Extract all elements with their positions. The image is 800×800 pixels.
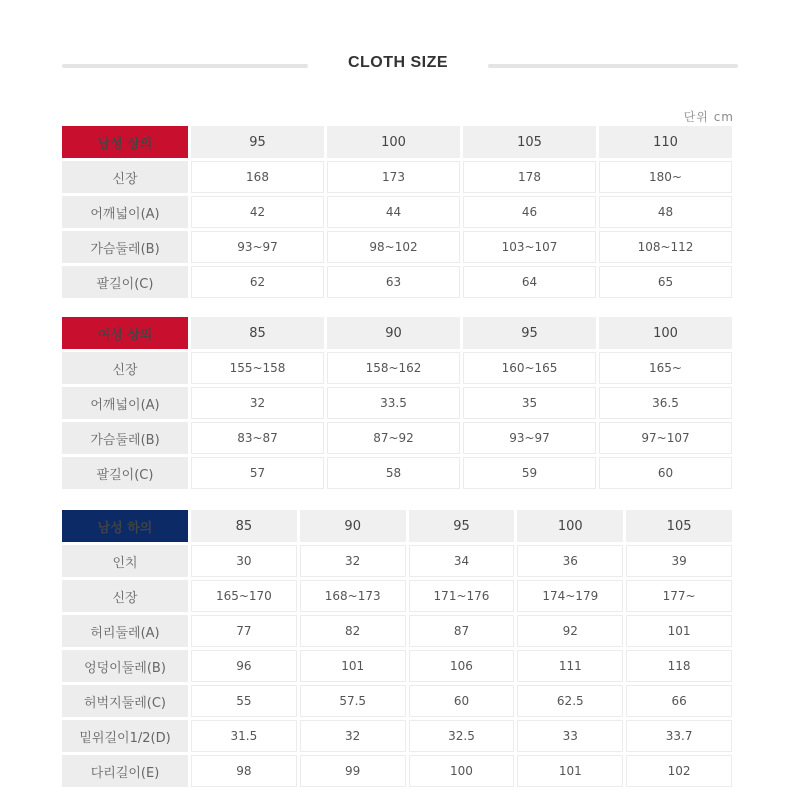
table-cell: 35 bbox=[463, 387, 596, 419]
table-cell: 180~ bbox=[599, 161, 732, 193]
table-row bbox=[62, 352, 732, 384]
size-header: 85 bbox=[191, 317, 324, 349]
row-label: 어깨넓이(A) bbox=[62, 196, 188, 228]
table-cell: 93~97 bbox=[191, 231, 324, 263]
row-label: 신장 bbox=[62, 352, 188, 384]
size-header: 105 bbox=[463, 126, 596, 158]
table-cell: 33 bbox=[517, 720, 623, 752]
row-label: 다리길이(E) bbox=[62, 755, 188, 787]
table-row bbox=[62, 387, 732, 419]
size-header: 85 bbox=[191, 510, 297, 542]
category-label: 남성 상의 bbox=[62, 126, 188, 158]
table-cell: 96 bbox=[191, 650, 297, 682]
table-header-row bbox=[62, 126, 732, 158]
table-cell: 59 bbox=[463, 457, 596, 489]
table-cell: 171~176 bbox=[409, 580, 515, 612]
table-cell: 92 bbox=[517, 615, 623, 647]
table-cell: 48 bbox=[599, 196, 732, 228]
table-cell: 77 bbox=[191, 615, 297, 647]
category-label: 남성 하의 bbox=[62, 510, 188, 542]
table-cell: 93~97 bbox=[463, 422, 596, 454]
title-divider-left bbox=[62, 64, 308, 68]
row-label: 허리둘레(A) bbox=[62, 615, 188, 647]
table-cell: 62 bbox=[191, 266, 324, 298]
table-cell: 83~87 bbox=[191, 422, 324, 454]
table-cell: 30 bbox=[191, 545, 297, 577]
size-header: 95 bbox=[191, 126, 324, 158]
table-cell: 101 bbox=[626, 615, 732, 647]
table-cell: 158~162 bbox=[327, 352, 460, 384]
table-cell: 97~107 bbox=[599, 422, 732, 454]
table-cell: 32 bbox=[300, 720, 406, 752]
table-cell: 57.5 bbox=[300, 685, 406, 717]
table-row bbox=[62, 422, 732, 454]
table-cell: 39 bbox=[626, 545, 732, 577]
table-cell: 36 bbox=[517, 545, 623, 577]
row-label: 엉덩이둘레(B) bbox=[62, 650, 188, 682]
table-cell: 65 bbox=[599, 266, 732, 298]
table-cell: 106 bbox=[409, 650, 515, 682]
table-cell: 32 bbox=[300, 545, 406, 577]
unit-label: 단위 cm bbox=[683, 110, 734, 124]
table-row bbox=[62, 615, 732, 647]
row-label: 어깨넓이(A) bbox=[62, 387, 188, 419]
table-cell: 98~102 bbox=[327, 231, 460, 263]
table-cell: 66 bbox=[626, 685, 732, 717]
table-cell: 155~158 bbox=[191, 352, 324, 384]
category-label: 여성 상의 bbox=[62, 317, 188, 349]
page-title: CLOTH SIZE bbox=[347, 54, 449, 71]
size-header: 100 bbox=[517, 510, 623, 542]
table-cell: 46 bbox=[463, 196, 596, 228]
size-header: 95 bbox=[409, 510, 515, 542]
row-label: 신장 bbox=[62, 161, 188, 193]
row-label: 신장 bbox=[62, 580, 188, 612]
table-cell: 168~173 bbox=[300, 580, 406, 612]
table-cell: 42 bbox=[191, 196, 324, 228]
table-row bbox=[62, 545, 732, 577]
table-cell: 177~ bbox=[626, 580, 732, 612]
size-table-mens-tops bbox=[59, 123, 735, 301]
table-cell: 34 bbox=[409, 545, 515, 577]
row-label: 가슴둘레(B) bbox=[62, 422, 188, 454]
table-cell: 32 bbox=[191, 387, 324, 419]
title-divider-right bbox=[488, 64, 738, 68]
table-row bbox=[62, 266, 732, 298]
table-cell: 44 bbox=[327, 196, 460, 228]
row-label: 팔길이(C) bbox=[62, 266, 188, 298]
table-row bbox=[62, 685, 732, 717]
size-table-mens-bottoms bbox=[59, 507, 735, 790]
table-row bbox=[62, 457, 732, 489]
table-cell: 111 bbox=[517, 650, 623, 682]
table-cell: 118 bbox=[626, 650, 732, 682]
row-label: 허벅지둘레(C) bbox=[62, 685, 188, 717]
table-cell: 63 bbox=[327, 266, 460, 298]
table-cell: 55 bbox=[191, 685, 297, 717]
row-label: 밑위길이1/2(D) bbox=[62, 720, 188, 752]
size-header: 110 bbox=[599, 126, 732, 158]
table-cell: 168 bbox=[191, 161, 324, 193]
table-cell: 60 bbox=[409, 685, 515, 717]
table-cell: 36.5 bbox=[599, 387, 732, 419]
table-cell: 101 bbox=[300, 650, 406, 682]
title-row bbox=[62, 48, 738, 84]
table-cell: 103~107 bbox=[463, 231, 596, 263]
size-header: 100 bbox=[327, 126, 460, 158]
table-cell: 108~112 bbox=[599, 231, 732, 263]
table-row bbox=[62, 650, 732, 682]
table-cell: 165~ bbox=[599, 352, 732, 384]
table-cell: 32.5 bbox=[409, 720, 515, 752]
table-cell: 165~170 bbox=[191, 580, 297, 612]
size-header: 100 bbox=[599, 317, 732, 349]
size-header: 90 bbox=[327, 317, 460, 349]
table-cell: 87~92 bbox=[327, 422, 460, 454]
table-cell: 100 bbox=[409, 755, 515, 787]
table-cell: 64 bbox=[463, 266, 596, 298]
table-cell: 178 bbox=[463, 161, 596, 193]
table-cell: 101 bbox=[517, 755, 623, 787]
table-cell: 57 bbox=[191, 457, 324, 489]
size-header: 95 bbox=[463, 317, 596, 349]
table-cell: 62.5 bbox=[517, 685, 623, 717]
table-cell: 174~179 bbox=[517, 580, 623, 612]
table-row bbox=[62, 196, 732, 228]
table-cell: 87 bbox=[409, 615, 515, 647]
table-cell: 60 bbox=[599, 457, 732, 489]
table-cell: 160~165 bbox=[463, 352, 596, 384]
table-cell: 82 bbox=[300, 615, 406, 647]
table-cell: 31.5 bbox=[191, 720, 297, 752]
size-header: 105 bbox=[626, 510, 732, 542]
table-row bbox=[62, 580, 732, 612]
table-cell: 99 bbox=[300, 755, 406, 787]
table-row bbox=[62, 161, 732, 193]
table-cell: 33.5 bbox=[327, 387, 460, 419]
row-label: 가슴둘레(B) bbox=[62, 231, 188, 263]
table-cell: 102 bbox=[626, 755, 732, 787]
table-row bbox=[62, 755, 732, 787]
table-header-row bbox=[62, 510, 732, 542]
table-cell: 173 bbox=[327, 161, 460, 193]
size-header: 90 bbox=[300, 510, 406, 542]
table-row bbox=[62, 720, 732, 752]
table-cell: 58 bbox=[327, 457, 460, 489]
table-cell: 33.7 bbox=[626, 720, 732, 752]
table-row bbox=[62, 231, 732, 263]
table-header-row bbox=[62, 317, 732, 349]
row-label: 팔길이(C) bbox=[62, 457, 188, 489]
size-table-womens-tops bbox=[59, 314, 735, 492]
row-label: 인치 bbox=[62, 545, 188, 577]
table-cell: 98 bbox=[191, 755, 297, 787]
